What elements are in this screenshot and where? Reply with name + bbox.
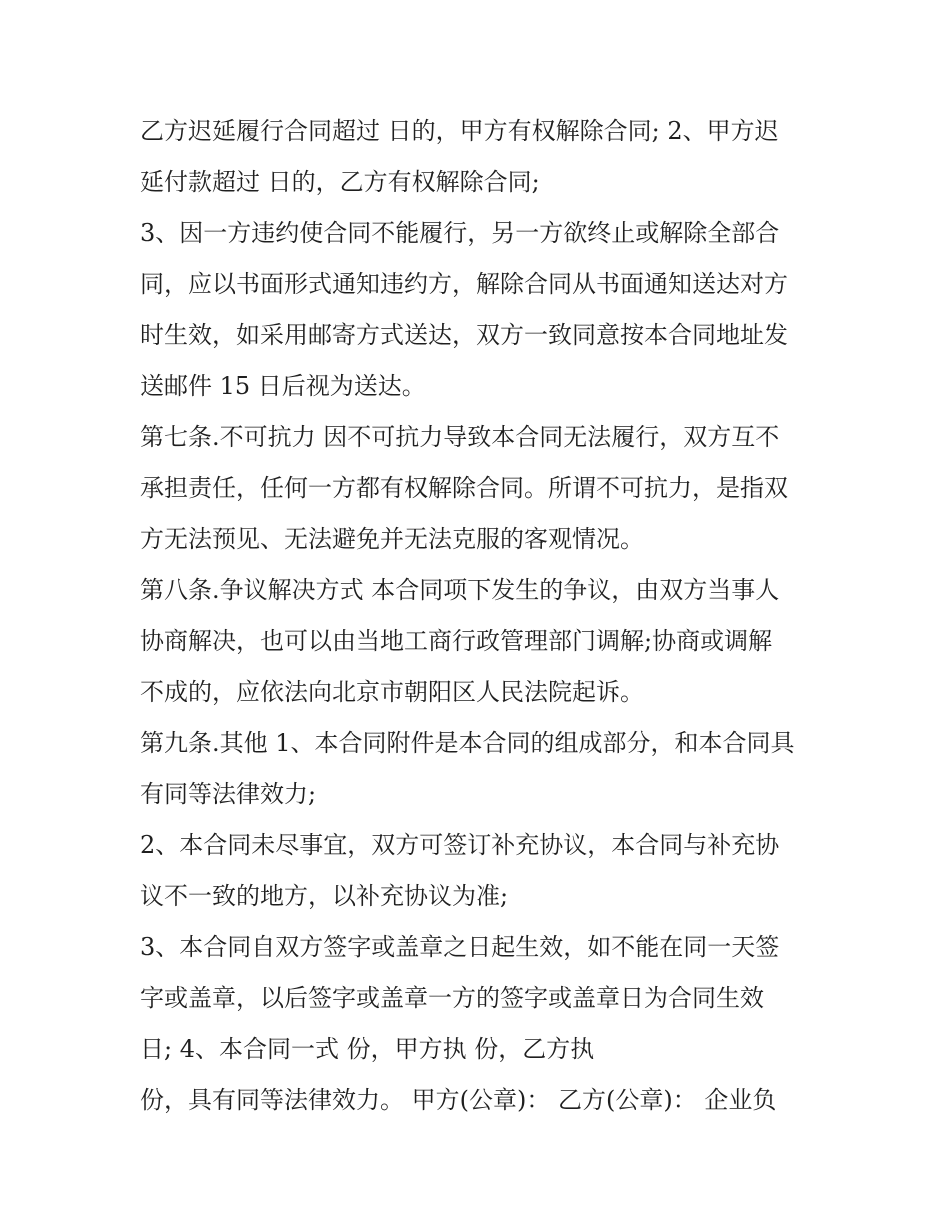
text-line: 时生效，如采用邮寄方式送达，双方一致同意按本合同地址发: [140, 321, 788, 349]
text-line: 延付款超过 日的，乙方有权解除合同;: [140, 168, 540, 196]
text-line: 份，具有同等法律效力。 甲方(公章)： 乙方(公章)： 企业负: [140, 1086, 777, 1114]
text-line: 第八条.争议解决方式 本合同项下发生的争议，由双方当事人: [140, 576, 780, 604]
text-line: 日; 4、本合同一式 份，甲方执 份，乙方执: [140, 1035, 595, 1063]
text-line: 不成的，应依法向北京市朝阳区人民法院起诉。: [140, 678, 644, 706]
text-line: 第九条.其他 1、本合同附件是本合同的组成部分，和本合同具: [140, 729, 795, 757]
document-body: [140, 106, 820, 1126]
text-line: 送邮件 15 日后视为送达。: [140, 372, 426, 400]
text-line: 3、因一方违约使合同不能履行，另一方欲终止或解除全部合: [140, 219, 780, 247]
text-line: 3、本合同自双方签字或盖章之日起生效，如不能在同一天签: [140, 933, 780, 961]
text-line: 乙方迟延履行合同超过 日的，甲方有权解除合同; 2、甲方迟: [140, 117, 779, 145]
text-line: 有同等法律效力;: [140, 780, 317, 808]
text-line: 同，应以书面形式通知违约方，解除合同从书面通知送达对方: [140, 270, 788, 298]
text-line: 承担责任，任何一方都有权解除合同。所谓不可抗力，是指双: [140, 474, 788, 502]
text-line: 第七条.不可抗力 因不可抗力导致本合同无法履行，双方互不: [140, 423, 780, 451]
text-line: 字或盖章，以后签字或盖章一方的签字或盖章日为合同生效: [140, 984, 764, 1012]
text-line: 方无法预见、无法避免并无法克服的客观情况。: [140, 525, 644, 553]
text-line: 协商解决，也可以由当地工商行政管理部门调解;协商或调解: [140, 627, 773, 655]
text-line: 2、本合同未尽事宜，双方可签订补充协议，本合同与补充协: [140, 831, 780, 859]
text-line: 议不一致的地方，以补充协议为准;: [140, 882, 509, 910]
